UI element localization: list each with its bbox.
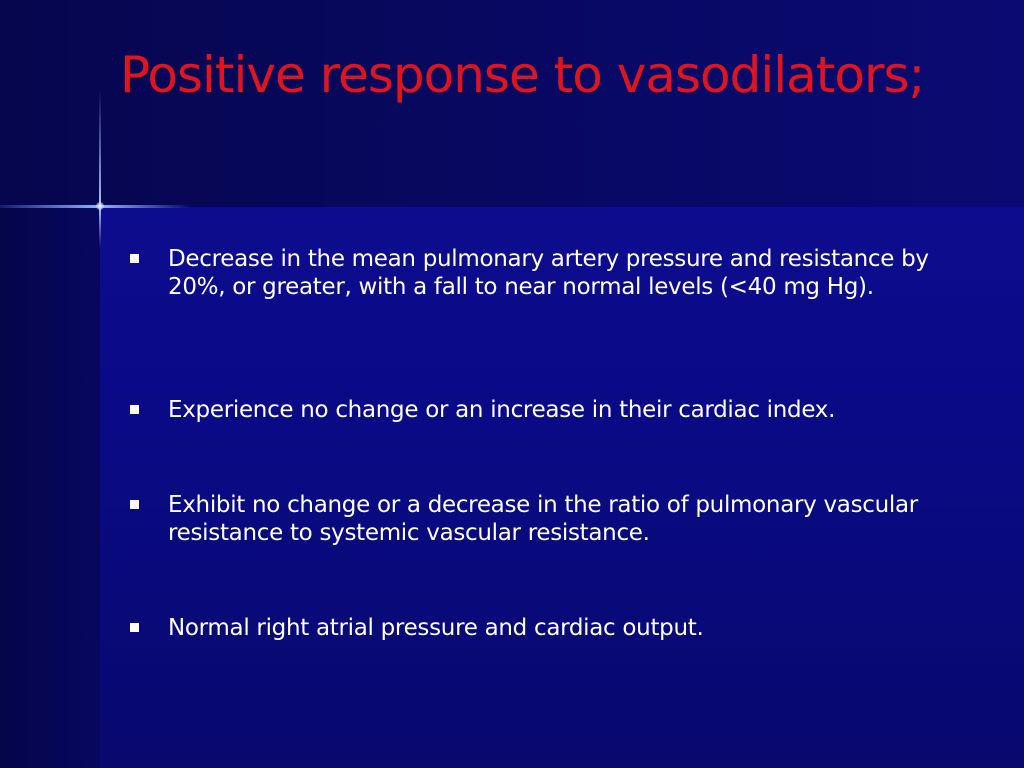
bullet-text: Normal right atrial pressure and cardiac output. [168,615,704,641]
square-bullet-icon [130,405,139,414]
bullet-text: Exhibit no change or a decrease in the ratio of pulmonary vascular resistance to systemic vascular resistance. [168,492,918,546]
bullet-text: Decrease in the mean pulmonary artery pressure and resistance by 20%, or greater, with a fall to near normal levels (<40 mg Hg). [168,246,929,300]
square-bullet-icon [130,254,139,263]
bullet-item [130,491,970,547]
bullet-item [130,614,970,642]
slide-title: Positive response to vasodilators; [120,46,925,104]
square-bullet-icon [130,623,139,632]
bullet-text: Experience no change or an increase in their cardiac index. [168,397,836,423]
bullet-item [130,396,970,424]
bullet-item [130,245,970,301]
square-bullet-icon [130,500,139,509]
